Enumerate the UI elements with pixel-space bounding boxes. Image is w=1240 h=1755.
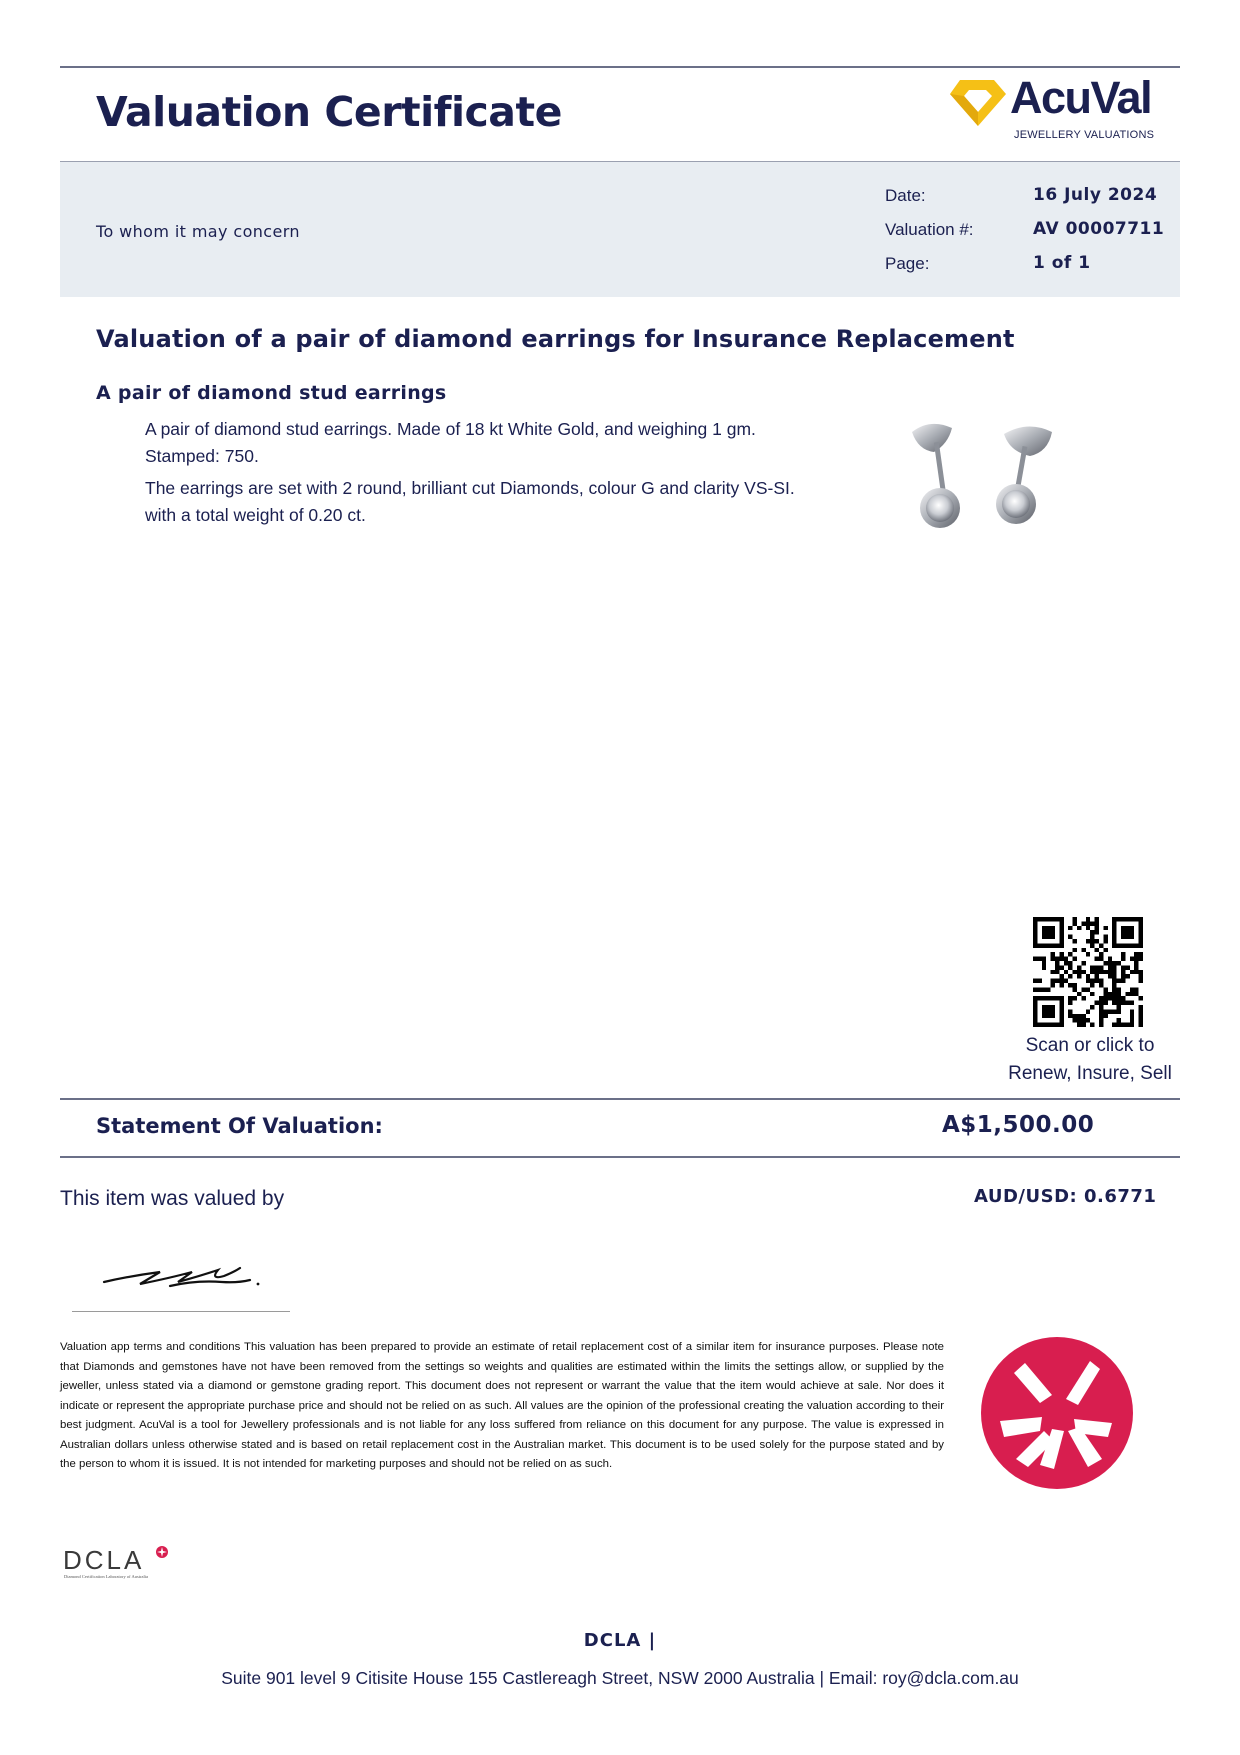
footer-company: DCLA | xyxy=(583,1630,657,1651)
qr-caption-line-1: Scan or click to xyxy=(1025,1035,1155,1056)
recipient: To whom it may concern xyxy=(96,222,300,241)
qr-caption-line-2: Renew, Insure, Sell xyxy=(1008,1063,1172,1084)
dcla-star-icon xyxy=(155,1545,169,1559)
footer-address: Suite 901 level 9 Citisite House 155 Castlereagh Street, NSW 2000 Australia | Email: roy@dcla.com.au xyxy=(221,1668,1019,1688)
logo-tagline: JEWELLERY VALUATIONS xyxy=(1014,129,1155,141)
statement-rule-top xyxy=(60,1098,1180,1100)
exchange-rate: AUD/USD: 0.6771 xyxy=(974,1186,1157,1207)
top-rule xyxy=(60,66,1180,68)
valuation-heading: Valuation of a pair of diamond earrings for Insurance Replacement xyxy=(96,325,1015,353)
qr-caption xyxy=(980,1032,1200,1088)
page-label: Page: xyxy=(885,254,930,273)
valuation-number-label: Valuation #: xyxy=(885,220,974,239)
statement-label: Statement Of Valuation: xyxy=(96,1114,383,1138)
valued-by-text: This item was valued by xyxy=(60,1187,285,1210)
earrings-photo xyxy=(882,412,1072,552)
valuation-number-value: AV 00007711 xyxy=(1033,219,1165,239)
signature-line xyxy=(72,1311,290,1312)
terms-and-conditions: Valuation app terms and conditions This valuation has been prepared to provide an estimate of retail replacement cost of a similar item for insurance purposes. Please note that Diamonds and gemstones have not have been removed from the settings so weights and qualities are estimated within the limits the settings allow, or supplied by the jeweller, unless stated via a diamond or gemstone grading report. This document does not represent or warrant the value that the item would achieve at sale. Nor does it indicate or represent the appropriate purchase price and should not be relied on as such. All values are the opinion of the professional creating the valuation according to their best judgment. AcuVal is a tool for Jewellery professionals and is not liable for any loss suffered from reliance on this document for any purpose. The value is expressed in Australian dollars unless otherwise stated and is based on retail replacement cost in the Australian market. This document is to be used solely for the purpose stated and by the person to whom it is issued. It is not intended for marketing purposes and should not be relied on as such. xyxy=(60,1341,944,1470)
dcla-logo xyxy=(63,1545,183,1581)
statement-value: A$1,500.00 xyxy=(942,1112,1095,1138)
page-title: Valuation Certificate xyxy=(96,88,562,136)
date-label: Date: xyxy=(885,186,926,205)
acuval-logo xyxy=(948,72,1168,148)
page-value: 1 of 1 xyxy=(1033,253,1091,273)
item-heading: A pair of diamond stud earrings xyxy=(96,382,447,404)
dcla-small-text: Diamond Certification Laboratory of Australia xyxy=(64,1574,148,1579)
valuer-signature xyxy=(100,1250,270,1295)
acuval-diamond-icon xyxy=(948,78,1008,128)
dcla-emblem xyxy=(980,1333,1135,1493)
logo-wordmark: AcuVal xyxy=(1010,72,1152,123)
statement-rule-bottom xyxy=(60,1156,1180,1158)
item-diamond-details: The earrings are set with 2 round, brilliant cut Diamonds, colour G and clarity VS-SI. with a total weight of 0.20 ct. xyxy=(145,478,795,525)
dcla-wordmark: DCLA xyxy=(63,1545,145,1575)
qr-code[interactable] xyxy=(1033,917,1143,1027)
item-description: A pair of diamond stud earrings. Made of 18 kt White Gold, and weighing 1 gm. Stamped: 750. xyxy=(145,419,756,466)
date-value: 16 July 2024 xyxy=(1033,185,1158,205)
